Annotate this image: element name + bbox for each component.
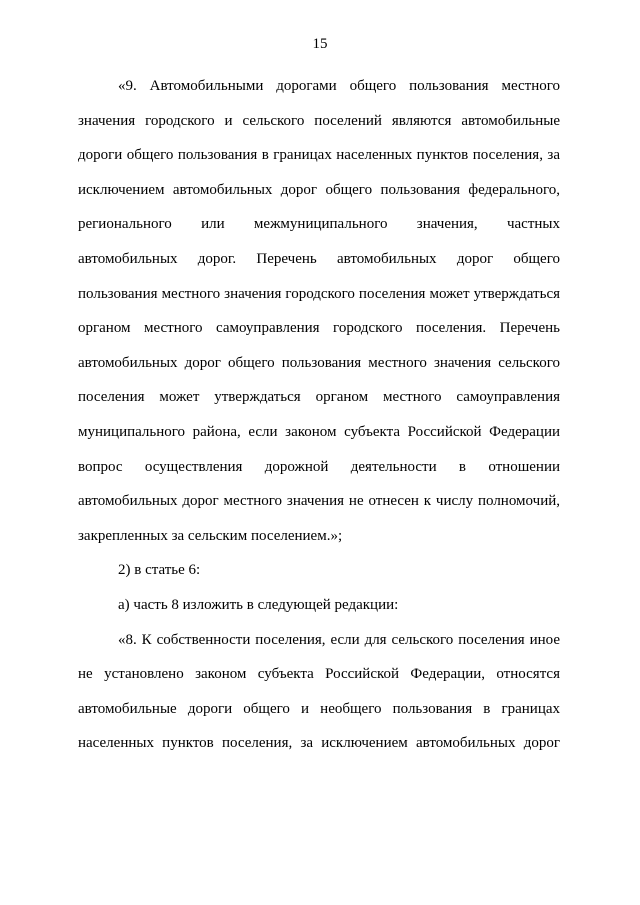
paragraph-article-6-intro: 2) в статье 6: [118, 562, 201, 579]
document-body [78, 69, 560, 761]
page-number: 15 [312, 36, 328, 52]
paragraph-road-definition: «9. Автомобильными дорогами общего пользования местного значения городского и сельского поселений являются автомобильные дороги общего пользования в границах населенных пунктов поселения, за исключением автомобильных дорог общего пользования федерального, регионального или межмуниципального значения, частных автомобильных дорог. Перечень автомобильных дорог общего пользования местного значения городского поселения может утверждаться органом местного самоуправления городского поселения. Перечень автомобильных дорог общего пользования местного значения сельского поселения может утверждаться органом местного самоуправления муниципального района, если законом субъекта Российской Федерации вопрос осуществления дорожной деятельности в отношении автомобильных дорог местного значения не отнесен к числу полномочий, закрепленных за сельским поселением.»; [78, 78, 560, 544]
paragraph-part-8-instruction: а) часть 8 изложить в следующей редакции: [118, 596, 399, 613]
paragraph-part-8-text: «8. К собственности поселения, если для сельского поселения иное не установлено законом субъекта Российской Федерации, относятся автомобильные дороги общего и необщего пользования в границах населенных пунктов поселения, за исключением автомобильных дорог [78, 631, 560, 752]
